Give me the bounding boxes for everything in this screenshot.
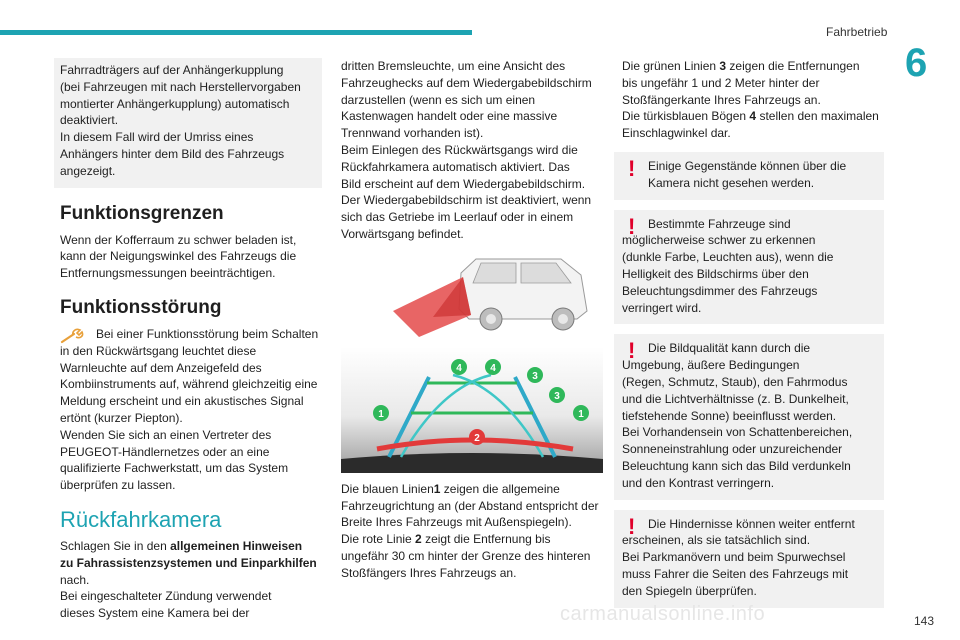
marker-3-bottom	[549, 387, 565, 403]
limits-text: Wenn der Kofferraum zu schwer beladen ist, kann der Neigungswinkel des Fahrzeugs die Entfernungsmessungen beeinträchtigen.	[60, 232, 297, 281]
legend-part: zeigen die allgemeine Fahrzeugrichtung an (der Abstand entspricht der Breite Ihres Fahrzeugs mit Außenspiegeln). Die rote Linie	[341, 481, 599, 547]
legend-part: zeigt die Entfernung bis ungefähr 30 cm hinter der Grenze des hinteren Stoßfängers Ihres Fahrzeugs an.	[341, 532, 591, 580]
warning-icon: !	[628, 513, 636, 539]
desc-num-4: 4	[749, 109, 757, 124]
warning-text-4a: Die Hindernisse können weiter entfernt	[648, 516, 855, 531]
legend-num-2: 2	[415, 532, 422, 547]
note-box: Fahrradträgers auf der Anhängerkupplung (bei Fahrzeugen mit nach Herstellervorgaben montierter Anhängerkupplung) automatisch deaktiviert. In diesem Fall wird der Umriss eines Anhängers hinter dem Bild des Fahrzeugs angezeigt.	[54, 58, 322, 188]
svg-text:3: 3	[554, 390, 560, 402]
camera-intro-bold: allgemeinen Hinweisen zu Fahrassistenzsystemen und Einparkhilfen	[60, 538, 317, 570]
vehicle-camera-illustration	[341, 253, 603, 343]
marker-2	[469, 429, 485, 445]
heading-functional-limits: Funktionsgrenzen	[60, 202, 224, 224]
svg-text:3: 3	[532, 370, 538, 382]
marker-1-right	[573, 405, 589, 421]
warning-box-2	[614, 210, 884, 325]
malfunction-block	[60, 326, 322, 494]
line-legend-text	[341, 481, 603, 582]
warning-icon: !	[628, 155, 636, 181]
page-number: 143	[913, 614, 934, 628]
warning-box-3	[614, 334, 884, 499]
camera-view-illustration	[341, 347, 603, 473]
svg-text:4: 4	[490, 362, 496, 374]
column-left	[60, 58, 322, 622]
malfunction-text: Bei einer Funktionsstörung beim Schalten in den Rückwärtsgang leuchtet diese Warnleuchte auf dem Anzeigefeld des Kombiinstruments auf, während gleichzeitig eine Meldung erscheint und ein akustisches Signal ertönt (kurzer Piepton). Wenden Sie sich an einen Vertreter des PEUGEOT-Händlernetzes oder an eine qualifizierte Fachwerkstatt, um das System überprüfen zu lassen.	[60, 326, 319, 493]
desc-part: stellen den maximalen Einschlagwinkel dar.	[622, 109, 879, 141]
warning-text-4b: erscheinen, als sie tatsächlich sind. Bei Parkmanövern und beim Spurwechsel muss Fahrer die Seiten des Fahrzeugs mit den Spiegeln überprüfen.	[622, 533, 849, 598]
svg-text:4: 4	[456, 362, 462, 374]
warning-text-1: Einige Gegenstände können über die Kamera nicht gesehen werden.	[648, 158, 847, 190]
marker-4-right	[485, 359, 501, 375]
camera-intro-tail: nach. Bei eingeschalteter Zündung verwendet dieses System eine Kamera bei der	[60, 572, 272, 621]
warning-box-1	[614, 152, 884, 200]
legend-num-1: 1	[433, 481, 441, 496]
camera-intro-lead: Schlagen Sie in den	[60, 538, 171, 553]
warning-box-4	[614, 510, 884, 608]
camera-intro	[60, 538, 322, 622]
svg-text:1: 1	[578, 408, 584, 420]
column-right	[622, 58, 884, 608]
heading-malfunction: Funktionsstörung	[60, 296, 222, 318]
marker-1-left	[373, 405, 389, 421]
watermark: carmanualsonline.info	[560, 603, 766, 625]
svg-text:1: 1	[378, 408, 384, 420]
warning-icon: !	[628, 338, 636, 364]
warning-text-2b: möglicherweise schwer zu erkennen (dunkle Farbe, Leuchten aus), wenn die Helligkeit des Bildschirms über den Beleuchtungsdimmer des Fahrzeugs verringert wird.	[622, 233, 834, 315]
warning-text-2a: Bestimmte Fahrzeuge sind	[648, 216, 791, 231]
wrench-icon	[60, 328, 86, 344]
desc-num-3: 3	[719, 59, 727, 73]
chapter-number: 6	[905, 41, 928, 85]
warning-icon: !	[628, 213, 636, 239]
heading-reversing-camera: Rückfahrkamera	[60, 506, 222, 532]
svg-text:2: 2	[474, 432, 480, 444]
warning-text-3b: Umgebung, äußere Bedingungen (Regen, Schmutz, Staub), den Fahrmodus und die Lichtverhältnisse (z. B. Dunkelheit, tiefstehende Sonne) beeinflusst werden. Bei Vorhandensein von Schattenbereichen, Sonneneinstrahlung oder unzureichender Beleuchtung kann sich das Bild verdunkeln und den Kontrast verringern.	[622, 358, 853, 490]
legend-part: Die blauen Linien	[341, 481, 434, 496]
marker-4-left	[451, 359, 467, 375]
warning-text-3a: Die Bildqualität kann durch die	[648, 341, 811, 356]
desc-part: zeigen die Entfernungen bis ungefähr 1 und 2 Meter hinter der Stoßfängerkante Ihres Fahrzeugs an. Die türkisblauen Bögen	[622, 59, 860, 124]
header-accent-bar	[0, 30, 472, 35]
camera-description: dritten Bremsleuchte, um eine Ansicht des Fahrzeughecks auf dem Wiedergabebildschirm darzustellen (wenn es sich um einen Kastenwagen handelt oder eine massive Trennwand vorhanden ist). Beim Einlegen des Rückwärtsgangs wird die Rückfahrkamera automatisch aktiviert. Das Bild erscheint auf dem Wiedergabebildschirm. Der Wiedergabebildschirm ist deaktiviert, wenn sich das Getriebe im Leerlauf oder in einem Vorwärtsgang befindet.	[341, 59, 592, 241]
marker-3-top	[527, 367, 543, 383]
column-middle	[341, 58, 603, 582]
desc-part: Die grünen Linien	[622, 59, 720, 73]
section-title: Fahrbetrieb	[826, 25, 888, 39]
lines-description	[622, 58, 884, 142]
